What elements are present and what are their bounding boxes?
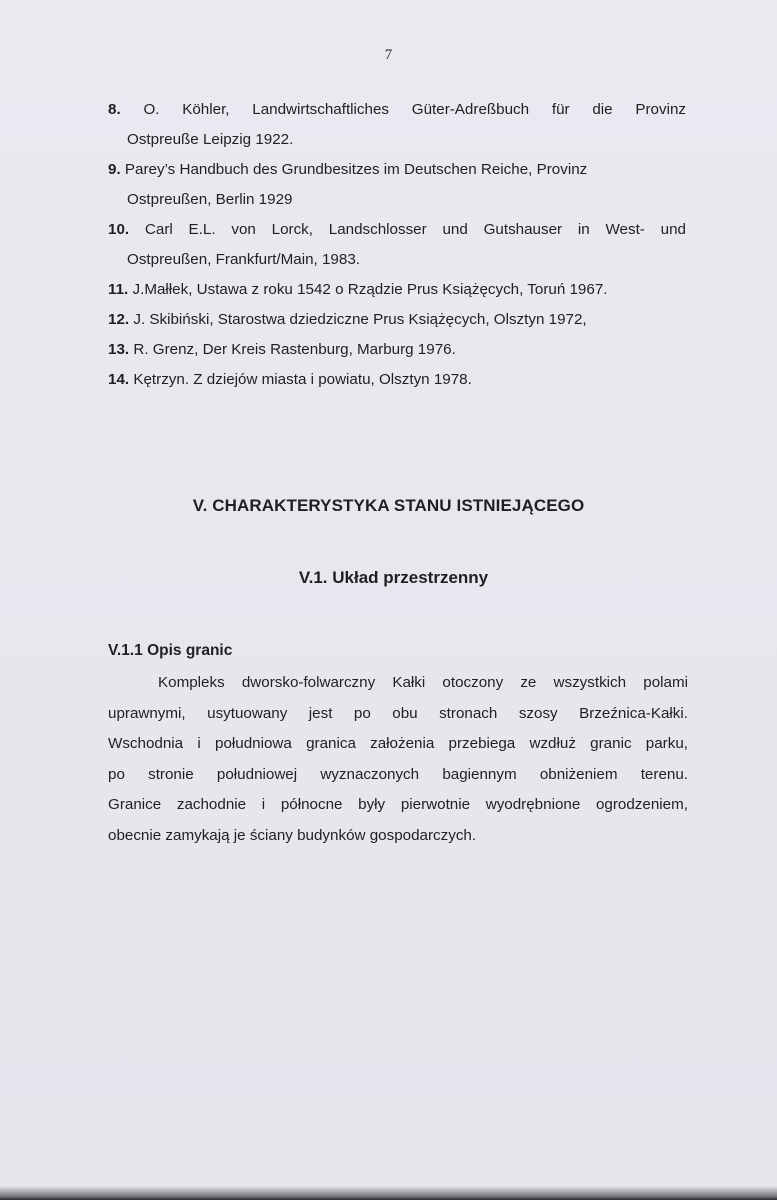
paragraph-line: Kompleks dworsko-folwarczny Kałki otoczony ze wszystkich polami xyxy=(158,674,688,691)
reference-text: Parey’s Handbuch des Grundbesitzes im Deutschen Reiche, Provinz xyxy=(124,161,588,178)
reference-line xyxy=(108,155,686,185)
reference-line xyxy=(108,95,686,125)
reference-text: J. Skibiński, Starostwa dziedziczne Prus Książęcych, Olsztyn 1972, xyxy=(133,311,587,328)
page-number: 7 xyxy=(384,47,393,63)
reference-text: J.Małłek, Ustawa z roku 1542 o Rządzie Prus Książęcych, Toruń 1967. xyxy=(132,281,608,298)
reference-text: O. Köhler, Landwirtschaftliches Güter-Adreßbuch für die Provinz xyxy=(143,101,686,118)
reference-item-12 xyxy=(108,305,686,335)
reference-continuation: Ostpreuße Leipzig 1922. xyxy=(127,131,294,148)
reference-number: 10. xyxy=(108,221,130,238)
paragraph-line: obecnie zamykają je ściany budynków gospodarczych. xyxy=(108,826,477,844)
reference-number: 13. xyxy=(108,341,130,358)
reference-item-14 xyxy=(108,365,686,395)
reference-list xyxy=(108,95,686,395)
paragraph-line: po stronie południowej wyznaczonych bagiennym obniżeniem terenu. xyxy=(108,765,688,783)
minor-heading: V.1.1 Opis granic xyxy=(108,642,233,659)
reference-item-11 xyxy=(108,275,686,305)
reference-number: 14. xyxy=(108,371,130,388)
reference-line xyxy=(108,275,686,305)
reference-number: 8. xyxy=(108,101,121,118)
reference-line xyxy=(108,365,686,395)
reference-item-13 xyxy=(108,335,686,365)
section-heading: V. CHARAKTERYSTYKA STANU ISTNIEJĄCEGO xyxy=(192,496,585,515)
reference-number: 11. xyxy=(108,281,129,298)
reference-number: 12. xyxy=(108,311,130,328)
reference-text: Carl E.L. von Lorck, Landschlosser und Gutshauser in West- und xyxy=(144,221,686,238)
reference-item-10 xyxy=(108,215,686,275)
body-paragraph xyxy=(108,668,688,851)
reference-line xyxy=(108,305,686,335)
paragraph-line: Granice zachodnie i północne były pierwotnie wyodrębnione ogrodzeniem, xyxy=(108,796,688,813)
reference-continuation: Ostpreußen, Frankfurt/Main, 1983. xyxy=(127,251,360,268)
reference-text: Kętrzyn. Z dziejów miasta i powiatu, Olsztyn 1978. xyxy=(133,371,472,388)
subsection-heading: V.1. Układ przestrzenny xyxy=(298,568,489,587)
reference-text: R. Grenz, Der Kreis Rastenburg, Marburg 1976. xyxy=(133,341,456,358)
reference-item-8 xyxy=(108,95,686,155)
reference-continuation: Ostpreußen, Berlin 1929 xyxy=(127,191,293,208)
reference-line xyxy=(108,335,686,365)
scan-bottom-edge xyxy=(0,1186,777,1200)
reference-line xyxy=(108,215,686,245)
paragraph-line: Wschodnia i południowa granica założenia przebiega wzdłuż granic parku, xyxy=(108,735,688,752)
reference-number: 9. xyxy=(108,161,121,178)
reference-item-9 xyxy=(108,155,686,215)
paragraph-line: uprawnymi, usytuowany jest po obu stronach szosy Brzeźnica-Kałki. xyxy=(108,704,688,722)
